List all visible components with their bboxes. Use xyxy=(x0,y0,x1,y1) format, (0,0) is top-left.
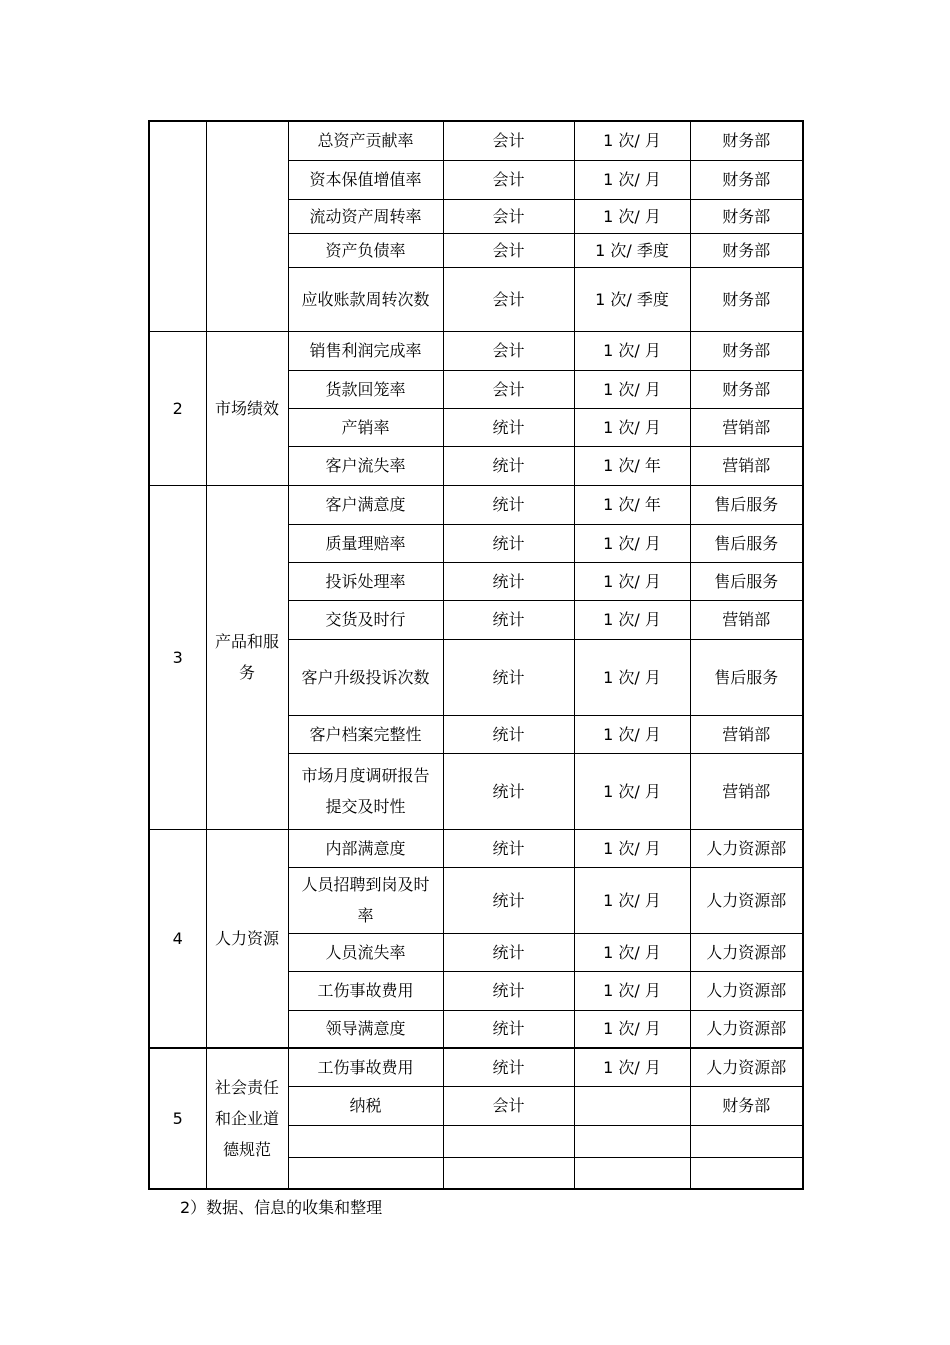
department-cell: 营销部 xyxy=(690,446,803,485)
kpi-table xyxy=(148,120,804,1190)
group-number xyxy=(149,121,206,331)
indicator-cell: 应收账款周转次数 xyxy=(288,267,443,331)
indicator-cell: 客户档案完整性 xyxy=(288,715,443,753)
indicator-cell: 市场月度调研报告提交及时性 xyxy=(288,753,443,829)
department-cell: 财务部 xyxy=(690,267,803,331)
department-cell: 营销部 xyxy=(690,715,803,753)
section-caption: 2）数据、信息的收集和整理 xyxy=(180,1198,383,1217)
table-row xyxy=(149,485,803,524)
indicator-cell: 领导满意度 xyxy=(288,1010,443,1048)
method-cell: 统计 xyxy=(443,1010,574,1048)
indicator-cell: 质量理赔率 xyxy=(288,524,443,562)
frequency-cell: 1 次/ 月 xyxy=(574,933,690,971)
method-cell: 会计 xyxy=(443,233,574,267)
frequency-cell: 1 次/ 月 xyxy=(574,199,690,233)
department-cell: 财务部 xyxy=(690,233,803,267)
method-cell: 会计 xyxy=(443,331,574,370)
department-cell: 人力资源部 xyxy=(690,971,803,1010)
indicator-cell xyxy=(288,1125,443,1157)
indicator-cell: 客户流失率 xyxy=(288,446,443,485)
method-cell: 统计 xyxy=(443,408,574,446)
frequency-cell: 1 次/ 月 xyxy=(574,370,690,408)
department-cell: 人力资源部 xyxy=(690,1010,803,1048)
method-cell: 统计 xyxy=(443,715,574,753)
frequency-cell: 1 次/ 月 xyxy=(574,867,690,933)
kpi-table-body xyxy=(149,121,803,1189)
frequency-cell: 1 次/ 年 xyxy=(574,446,690,485)
department-cell: 售后服务 xyxy=(690,562,803,600)
method-cell xyxy=(443,1125,574,1157)
frequency-cell: 1 次/ 月 xyxy=(574,715,690,753)
method-cell: 统计 xyxy=(443,829,574,867)
method-cell: 统计 xyxy=(443,639,574,715)
method-cell: 统计 xyxy=(443,933,574,971)
frequency-cell: 1 次/ 月 xyxy=(574,121,690,160)
frequency-cell: 1 次/ 季度 xyxy=(574,267,690,331)
method-cell: 统计 xyxy=(443,562,574,600)
frequency-cell: 1 次/ 月 xyxy=(574,600,690,639)
department-cell xyxy=(690,1157,803,1189)
indicator-cell: 客户升级投诉次数 xyxy=(288,639,443,715)
method-cell xyxy=(443,1157,574,1189)
indicator-cell: 资本保值增值率 xyxy=(288,160,443,199)
frequency-cell xyxy=(574,1086,690,1125)
method-cell: 会计 xyxy=(443,370,574,408)
department-cell: 营销部 xyxy=(690,600,803,639)
group-category xyxy=(206,121,288,331)
frequency-cell: 1 次/ 月 xyxy=(574,639,690,715)
frequency-cell: 1 次/ 月 xyxy=(574,1010,690,1048)
frequency-cell: 1 次/ 月 xyxy=(574,408,690,446)
group-category: 人力资源 xyxy=(206,829,288,1048)
method-cell: 统计 xyxy=(443,446,574,485)
department-cell: 财务部 xyxy=(690,160,803,199)
group-number: 3 xyxy=(149,485,206,829)
table-row xyxy=(149,121,803,160)
department-cell: 人力资源部 xyxy=(690,933,803,971)
department-cell xyxy=(690,1125,803,1157)
frequency-cell: 1 次/ 年 xyxy=(574,485,690,524)
method-cell: 统计 xyxy=(443,485,574,524)
department-cell: 财务部 xyxy=(690,1086,803,1125)
group-number: 5 xyxy=(149,1048,206,1189)
frequency-cell: 1 次/ 月 xyxy=(574,971,690,1010)
department-cell: 营销部 xyxy=(690,753,803,829)
department-cell: 人力资源部 xyxy=(690,867,803,933)
method-cell: 统计 xyxy=(443,971,574,1010)
indicator-cell: 流动资产周转率 xyxy=(288,199,443,233)
frequency-cell: 1 次/ 月 xyxy=(574,160,690,199)
group-category: 产品和服务 xyxy=(206,485,288,829)
method-cell: 会计 xyxy=(443,199,574,233)
frequency-cell: 1 次/ 月 xyxy=(574,562,690,600)
group-number: 4 xyxy=(149,829,206,1048)
method-cell: 统计 xyxy=(443,1048,574,1086)
frequency-cell: 1 次/ 月 xyxy=(574,524,690,562)
indicator-cell: 纳税 xyxy=(288,1086,443,1125)
department-cell: 人力资源部 xyxy=(690,829,803,867)
method-cell: 会计 xyxy=(443,1086,574,1125)
indicator-cell: 客户满意度 xyxy=(288,485,443,524)
method-cell: 会计 xyxy=(443,121,574,160)
indicator-cell: 交货及时行 xyxy=(288,600,443,639)
frequency-cell: 1 次/ 月 xyxy=(574,753,690,829)
indicator-cell: 总资产贡献率 xyxy=(288,121,443,160)
indicator-cell: 资产负债率 xyxy=(288,233,443,267)
indicator-cell: 工伤事故费用 xyxy=(288,1048,443,1086)
department-cell: 售后服务 xyxy=(690,639,803,715)
department-cell: 营销部 xyxy=(690,408,803,446)
indicator-cell: 人员招聘到岗及时率 xyxy=(288,867,443,933)
table-row xyxy=(149,829,803,867)
indicator-cell: 人员流失率 xyxy=(288,933,443,971)
indicator-cell: 工伤事故费用 xyxy=(288,971,443,1010)
group-category: 市场绩效 xyxy=(206,331,288,485)
method-cell: 会计 xyxy=(443,160,574,199)
department-cell: 财务部 xyxy=(690,370,803,408)
frequency-cell: 1 次/ 月 xyxy=(574,331,690,370)
indicator-cell: 销售利润完成率 xyxy=(288,331,443,370)
indicator-cell xyxy=(288,1157,443,1189)
method-cell: 会计 xyxy=(443,267,574,331)
frequency-cell: 1 次/ 月 xyxy=(574,829,690,867)
department-cell: 财务部 xyxy=(690,331,803,370)
indicator-cell: 货款回笼率 xyxy=(288,370,443,408)
method-cell: 统计 xyxy=(443,753,574,829)
method-cell: 统计 xyxy=(443,524,574,562)
indicator-cell: 投诉处理率 xyxy=(288,562,443,600)
indicator-cell: 内部满意度 xyxy=(288,829,443,867)
frequency-cell xyxy=(574,1157,690,1189)
department-cell: 售后服务 xyxy=(690,524,803,562)
frequency-cell: 1 次/ 季度 xyxy=(574,233,690,267)
department-cell: 财务部 xyxy=(690,121,803,160)
department-cell: 售后服务 xyxy=(690,485,803,524)
frequency-cell: 1 次/ 月 xyxy=(574,1048,690,1086)
frequency-cell xyxy=(574,1125,690,1157)
department-cell: 人力资源部 xyxy=(690,1048,803,1086)
group-category: 社会责任和企业道德规范 xyxy=(206,1048,288,1189)
department-cell: 财务部 xyxy=(690,199,803,233)
table-row xyxy=(149,1048,803,1086)
indicator-cell: 产销率 xyxy=(288,408,443,446)
group-number: 2 xyxy=(149,331,206,485)
table-row xyxy=(149,331,803,370)
method-cell: 统计 xyxy=(443,600,574,639)
method-cell: 统计 xyxy=(443,867,574,933)
